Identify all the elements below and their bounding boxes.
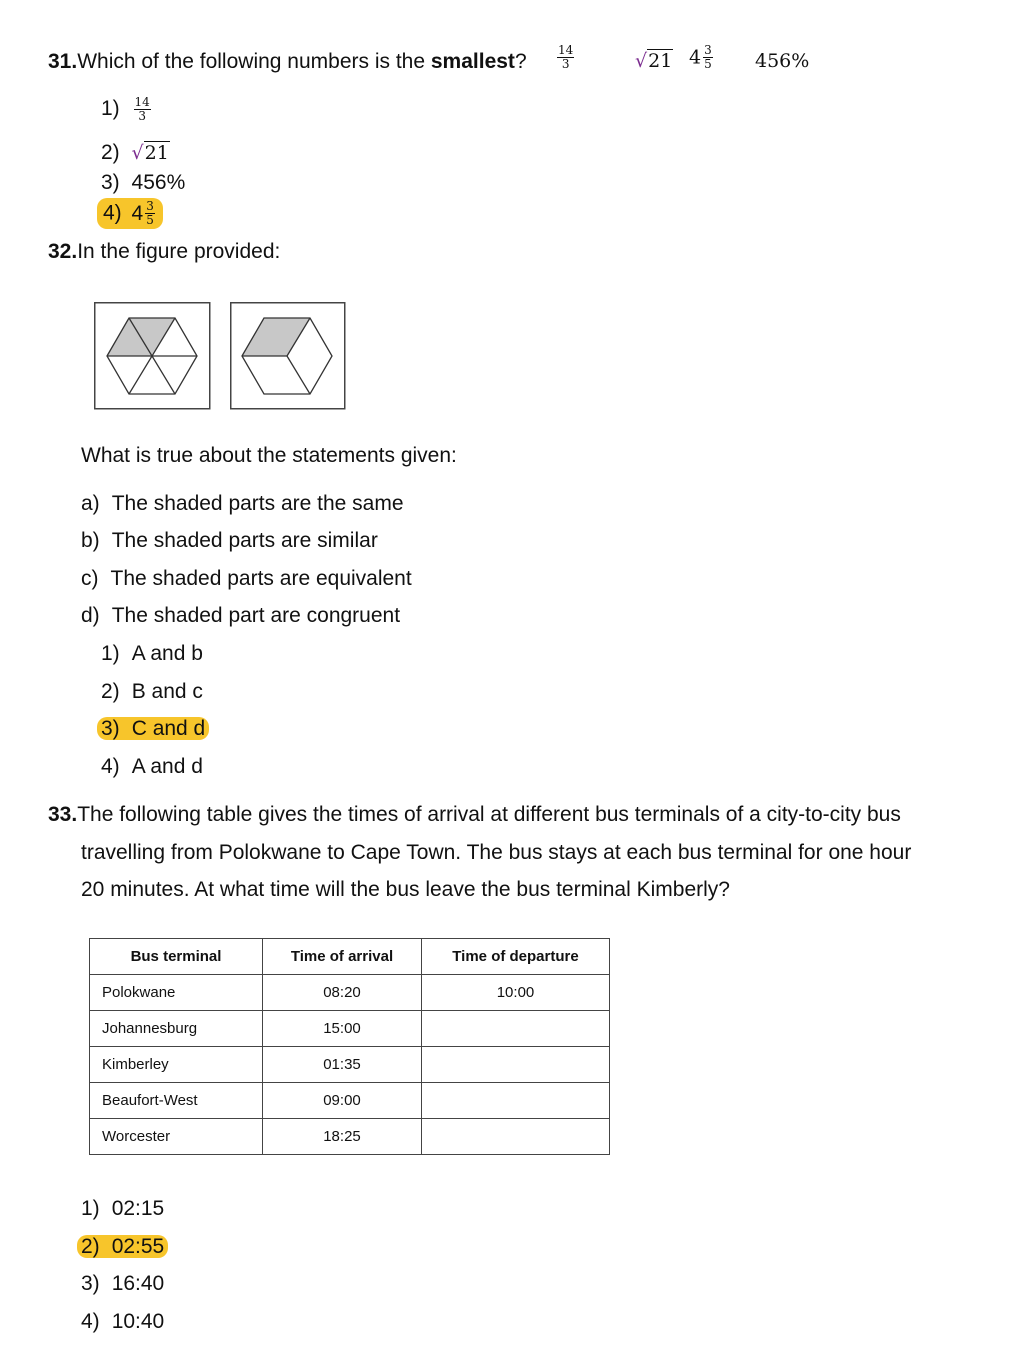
q31-value-mixed	[689, 44, 715, 71]
q31-option-3-text: 456%	[131, 171, 186, 194]
q33-option-2-highlight	[77, 1235, 168, 1258]
q31-stem-text: Which of the following numbers is the	[77, 50, 431, 73]
q32-statement-d-label: d)	[81, 604, 100, 627]
q32-statement-d	[81, 604, 400, 628]
q32-option-1-text: A and b	[131, 642, 203, 665]
q31-value-sqrt-num: 21	[648, 50, 673, 72]
q32-statement-a	[81, 492, 404, 516]
q31-option-3[interactable]	[101, 171, 185, 195]
q31-option-1[interactable]	[101, 96, 153, 123]
q33-option-4-label: 4)	[81, 1310, 100, 1333]
table-cell-departure	[422, 1011, 610, 1047]
col-header-departure: Time of departure	[422, 939, 610, 975]
q33-number: 33.	[48, 803, 78, 826]
hexagon-box-right	[231, 303, 345, 409]
q31-value-mixed-den: 5	[704, 57, 712, 71]
q33-option-2-label: 2)	[81, 1235, 100, 1258]
q31-value-frac-den: 3	[561, 57, 570, 71]
q33-option-1-label: 1)	[81, 1197, 100, 1220]
table-cell-departure	[422, 1119, 610, 1155]
q31-value-percent: 456%	[755, 50, 810, 72]
q33-stem-line-2: travelling from Polokwane to Cape Town. The bus stays at each bus terminal for one hour	[81, 841, 912, 864]
q33-option-1-text: 02:15	[111, 1197, 165, 1220]
table-header-row	[90, 939, 610, 975]
table-cell-terminal: Beaufort-West	[90, 1083, 263, 1119]
q33-stem-text-1: The following table gives the times of arrival at different bus terminals of a city-to-city bus	[77, 803, 901, 826]
q33-option-3-text: 16:40	[111, 1272, 165, 1295]
col-header-terminal: Bus terminal	[90, 939, 263, 975]
q32-option-3[interactable]	[101, 717, 209, 741]
q31-option-1-num: 14	[134, 95, 150, 109]
table-cell-terminal: Worcester	[90, 1119, 263, 1155]
table-cell-departure	[422, 1047, 610, 1083]
q31-value-frac-num: 14	[558, 43, 574, 57]
table-cell-arrival: 09:00	[263, 1083, 422, 1119]
q33-option-3-label: 3)	[81, 1272, 100, 1295]
q32-option-2-text: B and c	[131, 680, 203, 703]
q31-value-sqrt: √21	[635, 50, 673, 72]
q31-value-mixed-whole: 4	[689, 46, 702, 69]
q31-option-1-label: 1)	[101, 97, 120, 121]
right-shaded-region	[242, 318, 310, 356]
q32-statement-c-label: c)	[81, 567, 99, 590]
table-row	[90, 1119, 610, 1155]
q31-option-4-highlight	[97, 198, 163, 229]
q32-figure	[94, 302, 346, 410]
q33-stem-line-3: 20 minutes. At what time will the bus leave the bus terminal Kimberly?	[81, 878, 730, 901]
q33-option-1[interactable]	[81, 1197, 164, 1221]
q31-option-2-label: 2)	[101, 141, 120, 164]
q31-number: 31.	[48, 50, 78, 73]
q32-statement-c-text: The shaded parts are equivalent	[110, 567, 412, 590]
table-cell-terminal: Polokwane	[90, 975, 263, 1011]
q31-value-mixed-num: 3	[704, 43, 712, 57]
q32-option-4-text: A and d	[131, 755, 203, 778]
q32-option-3-text: C and d	[131, 717, 206, 740]
table-cell-terminal: Johannesburg	[90, 1011, 263, 1047]
table-row	[90, 1011, 610, 1047]
q33-option-2[interactable]	[81, 1235, 168, 1259]
q32-statement-b-text: The shaded parts are similar	[111, 529, 378, 552]
q31-option-2-sqrt: 21	[144, 142, 169, 164]
q32-stem	[48, 240, 280, 264]
q32-option-1[interactable]	[101, 642, 203, 666]
q31-option-1-den: 3	[138, 109, 146, 123]
q31-option-4[interactable]	[101, 198, 163, 229]
table-cell-arrival: 08:20	[263, 975, 422, 1011]
q33-option-3[interactable]	[81, 1272, 164, 1296]
col-header-arrival: Time of arrival	[263, 939, 422, 975]
q33-stem-line-1	[48, 803, 901, 827]
q32-statement-b	[81, 529, 378, 553]
q31-option-3-label: 3)	[101, 171, 120, 194]
q32-option-2[interactable]	[101, 680, 203, 704]
q31-stem-bold: smallest	[430, 50, 515, 73]
table-row	[90, 975, 610, 1011]
table-cell-departure	[422, 1083, 610, 1119]
table-row	[90, 1047, 610, 1083]
q31-stem	[48, 50, 527, 74]
q32-option-3-highlight	[97, 717, 209, 740]
q31-option-4-whole: 4	[131, 201, 144, 225]
bus-schedule-table	[89, 938, 610, 1155]
q32-option-1-label: 1)	[101, 642, 120, 665]
q32-statement-d-text: The shaded part are congruent	[111, 604, 401, 627]
q32-option-4-label: 4)	[101, 755, 120, 778]
q32-statement-a-label: a)	[81, 492, 100, 515]
hexagon-box-left	[95, 303, 210, 409]
table-row	[90, 1083, 610, 1119]
q33-option-4-text: 10:40	[111, 1310, 165, 1333]
q32-option-2-label: 2)	[101, 680, 120, 703]
table-cell-arrival: 15:00	[263, 1011, 422, 1047]
table-cell-departure: 10:00	[422, 975, 610, 1011]
q32-statement-a-text: The shaded parts are the same	[111, 492, 404, 515]
q32-prompt: What is true about the statements given:	[81, 444, 457, 467]
q31-option-4-label: 4)	[103, 201, 122, 225]
q31-value-fraction	[555, 44, 576, 71]
q31-option-4-num: 3	[146, 199, 154, 213]
q31-option-4-den: 5	[146, 213, 154, 227]
q31-stem-post: ?	[514, 50, 527, 73]
q31-option-2[interactable]: 2) √21	[101, 141, 169, 164]
q32-number: 32.	[48, 240, 78, 263]
q32-stem-text: In the figure provided:	[77, 240, 281, 263]
q33-option-2-text: 02:55	[111, 1235, 165, 1258]
table-cell-arrival: 18:25	[263, 1119, 422, 1155]
table-cell-terminal: Kimberley	[90, 1047, 263, 1083]
q32-option-4[interactable]	[101, 755, 203, 779]
table-cell-arrival: 01:35	[263, 1047, 422, 1083]
q32-statement-b-label: b)	[81, 529, 100, 552]
q33-option-4[interactable]	[81, 1310, 164, 1334]
q32-option-3-label: 3)	[101, 717, 120, 740]
q32-statement-c	[81, 567, 412, 591]
